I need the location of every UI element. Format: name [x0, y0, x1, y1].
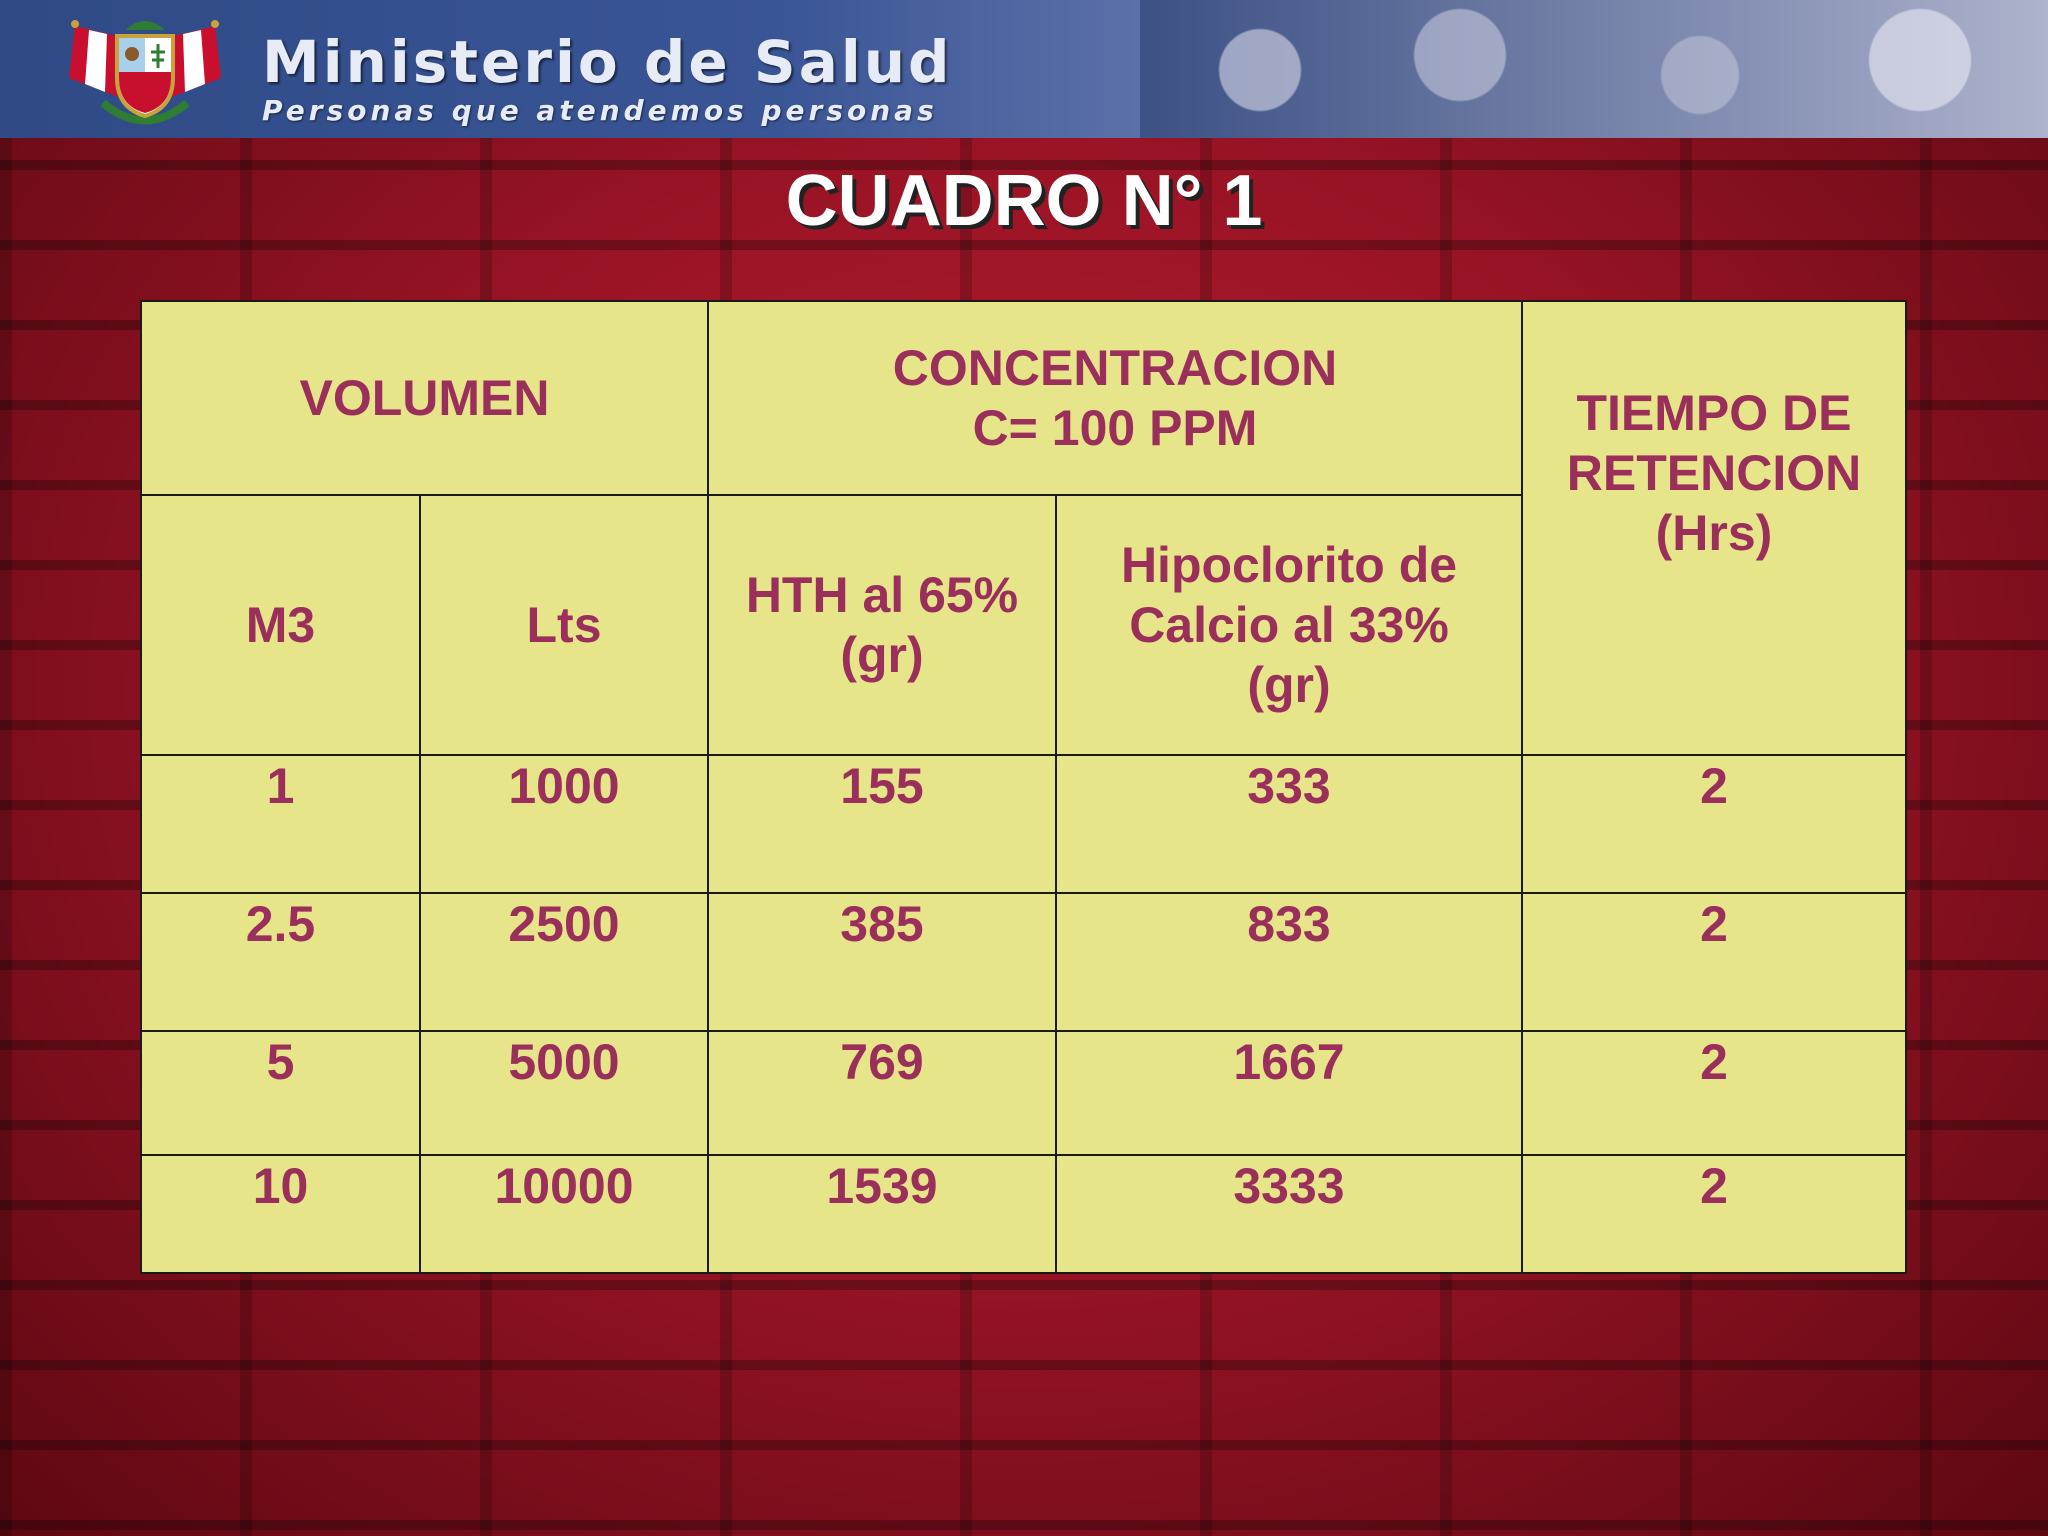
cell-hipoclorito: 833 [1056, 893, 1522, 1031]
header-lts-label: Lts [526, 597, 602, 653]
cell-hipoclorito: 3333 [1056, 1155, 1522, 1273]
header-concentracion [708, 301, 1522, 495]
banner-photo [1140, 0, 2048, 138]
header-tiempo-line2: RETENCION [1566, 445, 1862, 501]
chlorination-table [140, 300, 1907, 1274]
table-row [141, 1155, 1906, 1273]
header-volumen [141, 301, 708, 495]
cell-hipoclorito: 1667 [1056, 1031, 1522, 1155]
cell-hth: 385 [708, 893, 1056, 1031]
header-hth [708, 495, 1056, 755]
cell-hipoclorito: 333 [1056, 755, 1522, 893]
header-m3 [141, 495, 420, 755]
slide-title: CUADRO N° 1 [785, 161, 1263, 241]
cell-tiempo: 2 [1522, 893, 1906, 1031]
cell-lts: 10000 [420, 1155, 708, 1273]
header-m3-label: M3 [245, 597, 316, 653]
cell-m3: 2.5 [141, 893, 420, 1031]
cell-hth: 769 [708, 1031, 1056, 1155]
header-hipoclorito [1056, 495, 1522, 755]
cell-tiempo: 2 [1522, 1031, 1906, 1155]
table-row [141, 893, 1906, 1031]
cell-m3: 10 [141, 1155, 420, 1273]
ministry-tagline: Personas que atendemos personas [262, 94, 938, 127]
ministry-name: Ministerio de Salud [262, 28, 953, 96]
header-hipo-line3: (gr) [1247, 657, 1331, 713]
header-hth-line2: (gr) [840, 627, 924, 683]
cell-m3: 1 [141, 755, 420, 893]
cell-tiempo: 2 [1522, 1155, 1906, 1273]
cell-hth: 155 [708, 755, 1056, 893]
peru-coat-of-arms-icon [55, 8, 235, 132]
header-tiempo [1522, 301, 1906, 755]
cell-tiempo: 2 [1522, 755, 1906, 893]
table-row [141, 1031, 1906, 1155]
header-hipo-line1: Hipoclorito de [1120, 537, 1458, 593]
header-banner [0, 0, 2048, 138]
header-lts [420, 495, 708, 755]
cell-m3: 5 [141, 1031, 420, 1155]
cell-lts: 1000 [420, 755, 708, 893]
cell-lts: 5000 [420, 1031, 708, 1155]
header-hipo-line2: Calcio al 33% [1129, 597, 1449, 653]
header-row-top [141, 301, 1906, 495]
header-volumen-label: VOLUMEN [299, 370, 550, 426]
header-concentracion-line1: CONCENTRACION [892, 340, 1338, 396]
header-concentracion-line2: C= 100 PPM [972, 400, 1258, 456]
header-hth-line1: HTH al 65% [745, 567, 1019, 623]
cell-hth: 1539 [708, 1155, 1056, 1273]
header-tiempo-line1: TIEMPO DE [1576, 385, 1852, 441]
table-row [141, 755, 1906, 893]
cell-lts: 2500 [420, 893, 708, 1031]
header-tiempo-line3: (Hrs) [1655, 505, 1773, 561]
